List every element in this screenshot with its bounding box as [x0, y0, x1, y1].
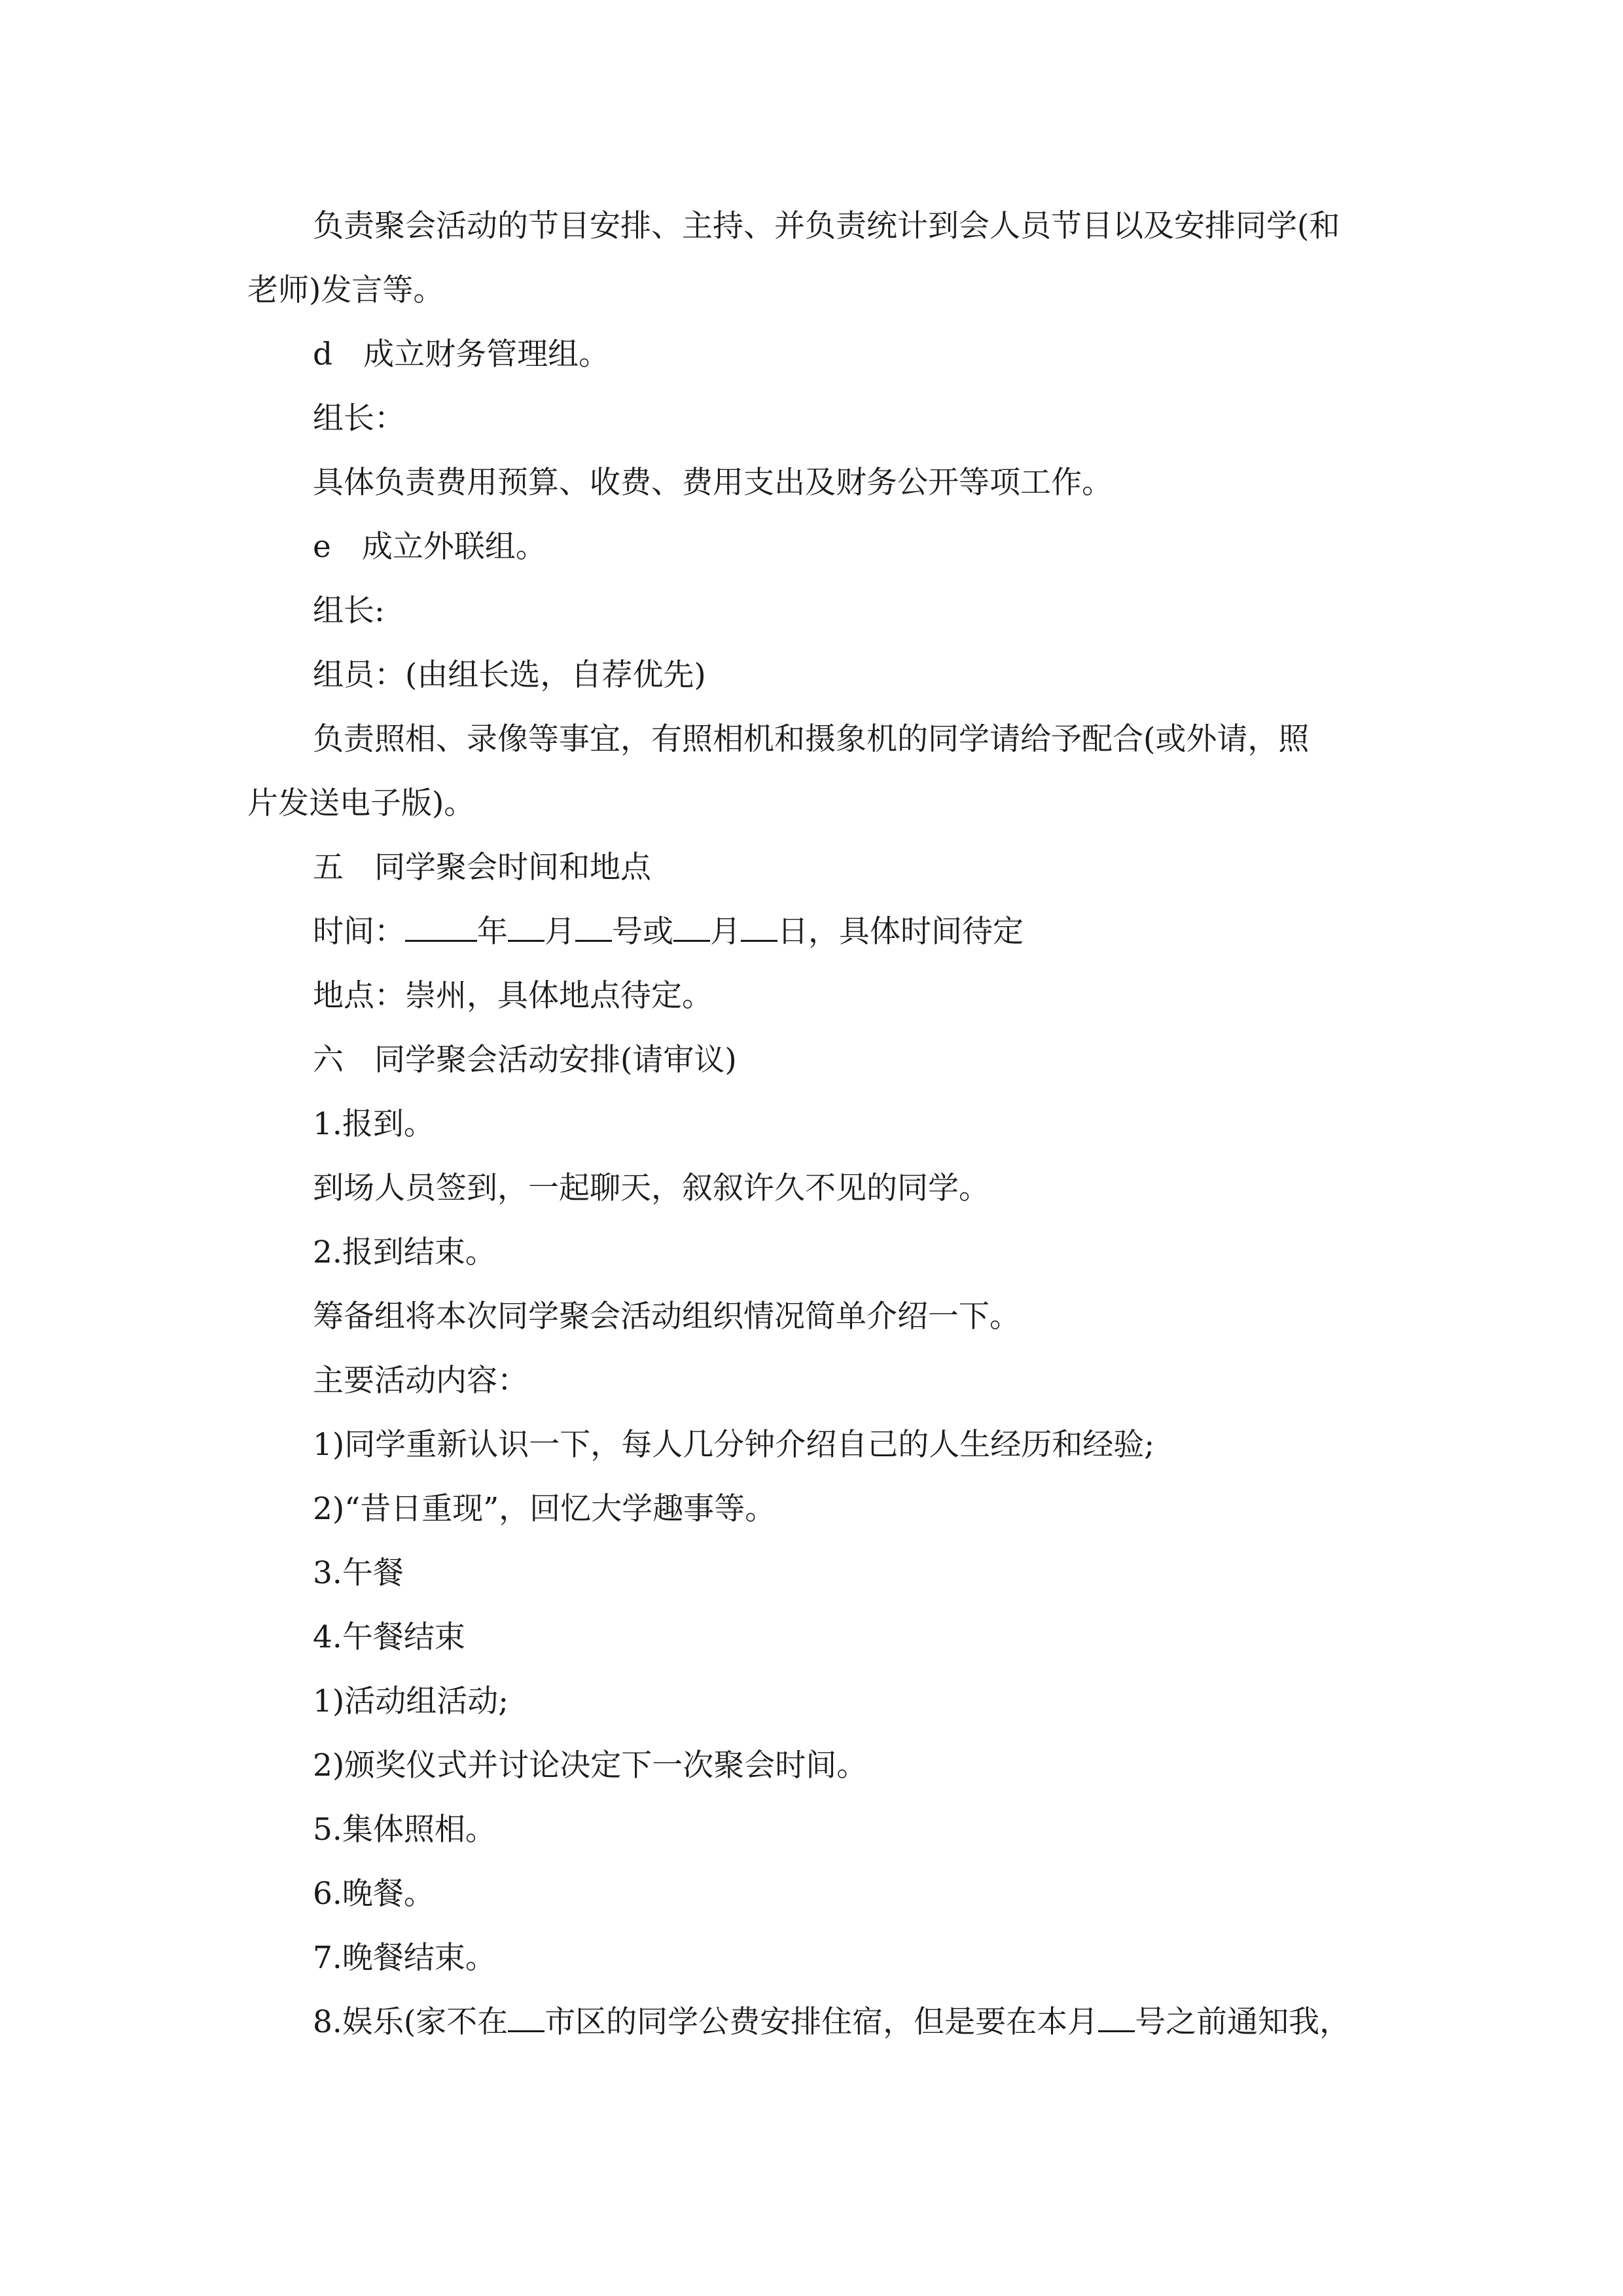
section-heading: 六 同学聚会活动安排(请审议) [313, 1042, 737, 1078]
paragraph-line: 片发送电子版)。 [247, 785, 475, 821]
time-month: 月 [544, 914, 575, 950]
paragraph-line: 到场人员签到，一起聊天，叙叙许久不见的同学。 [313, 1170, 990, 1206]
time-suffix: 日，具体时间待定 [777, 914, 1024, 950]
blank-day [575, 914, 612, 942]
blank-month [508, 914, 544, 942]
time-or: 号或 [612, 914, 673, 950]
paragraph-line: 组长： [313, 401, 405, 437]
blank-date [1098, 2004, 1135, 2032]
list-item: 2)“昔日重现”，回忆大学趣事等。 [313, 1491, 776, 1527]
list-item: 7.晚餐结束。 [313, 1940, 496, 1976]
list-item: 6.晚餐。 [313, 1876, 435, 1912]
list-item: 2)颁奖仪式并讨论决定下一次聚会时间。 [313, 1748, 868, 1784]
list-item: 1.报到。 [313, 1106, 435, 1142]
paragraph-line: 地点：崇州，具体地点待定。 [313, 978, 713, 1014]
last-part-1: 8.娱乐(家不在 [313, 2004, 508, 2040]
time-year: 年 [477, 914, 508, 950]
last-line [313, 1991, 1386, 2054]
last-part-3: 号之前通知我， [1135, 2004, 1351, 2040]
blank-year [405, 914, 477, 942]
paragraph-line: 具体负责费用预算、收费、费用支出及财务公开等项工作。 [313, 465, 1113, 501]
list-item: 1)活动组活动; [313, 1683, 509, 1719]
paragraph-line: d 成立财务管理组。 [313, 336, 610, 372]
paragraph-line: e 成立外联组。 [313, 529, 546, 565]
paragraph-line: 组员：(由组长选，自荐优先) [313, 657, 706, 693]
list-item: 4.午餐结束 [313, 1619, 465, 1655]
list-item: 2.报到结束。 [313, 1234, 496, 1270]
blank-month-2 [673, 914, 710, 942]
time-prefix: 时间： [313, 914, 405, 950]
time-month-2: 月 [710, 914, 741, 950]
blank-day-2 [741, 914, 777, 942]
paragraph-line: 负责聚会活动的节目安排、主持、并负责统计到会人员节目以及安排同学(和 [313, 208, 1340, 244]
paragraph-line: 负责照相、录像等事宜，有照相机和摄象机的同学请给予配合(或外请，照 [313, 721, 1310, 757]
list-item: 3.午餐 [313, 1555, 404, 1591]
paragraph-line: 主要活动内容： [313, 1363, 528, 1399]
list-item: 5.集体照相。 [313, 1812, 496, 1848]
time-line [313, 901, 1386, 963]
blank-city [508, 2004, 544, 2032]
last-part-2: 市区的同学公费安排住宿，但是要在本月 [544, 2004, 1099, 2040]
list-item: 1)同学重新认识一下，每人几分钟介绍自己的人生经历和经验; [313, 1427, 1155, 1463]
paragraph-line: 筹备组将本次同学聚会活动组织情况简单介绍一下。 [313, 1299, 1020, 1335]
section-heading: 五 同学聚会时间和地点 [313, 850, 651, 886]
paragraph-line: 老师)发言等。 [247, 272, 444, 308]
paragraph-line: 组长: [313, 593, 385, 629]
